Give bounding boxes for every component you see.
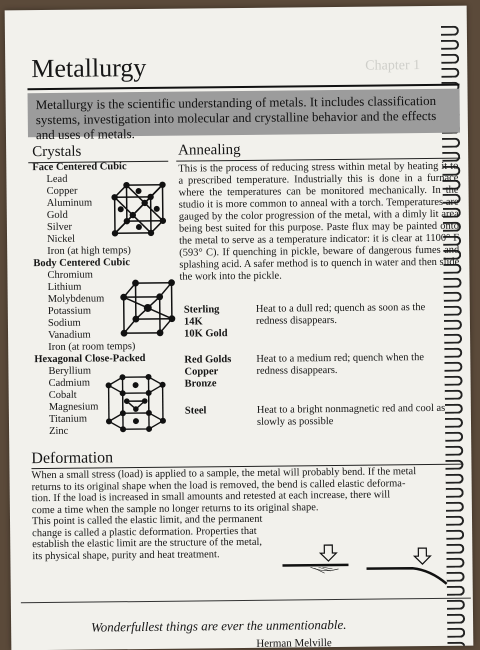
list-item: Magnesium <box>35 400 195 414</box>
text-line: its physical shape, purity and heat treatment. <box>32 546 468 562</box>
binding-coil <box>441 54 459 64</box>
list-item: Sodium <box>34 316 194 330</box>
binding-coil <box>447 614 465 624</box>
bcc-lattice-icon <box>117 277 178 340</box>
footer-quote: Wonderfullest things are ever the unmentionable. <box>91 617 347 636</box>
list-item: Aluminum <box>33 196 193 210</box>
binding-coil <box>444 306 462 316</box>
metal-name: 10K Gold <box>184 328 256 341</box>
text-line: come a time when the sample no longer returns to its original shape. <box>32 500 468 516</box>
crystals-heading: Crystals <box>32 144 81 162</box>
metal-names <box>185 405 257 418</box>
list-item: Copper <box>33 184 193 198</box>
anneal-description: Heat to a dull red; quench as soon as the redness disappears. <box>256 302 446 328</box>
text-line: When a small stress (load) is applied to a sample, the metal will probably bend. If the metal <box>31 466 467 482</box>
binding-coil <box>441 26 459 36</box>
list-item: Zinc <box>35 424 195 438</box>
deformation-heading: Deformation <box>31 449 113 468</box>
binding-coil <box>444 334 462 344</box>
binding-coil <box>445 418 463 428</box>
list-item: Iron (at room temps) <box>34 340 194 354</box>
list-item: Vanadium <box>34 328 194 342</box>
anneal-description: Heat to a bright nonmagnetic red and cool as slowly as possible <box>257 403 447 429</box>
metal-name: Copper <box>184 366 256 379</box>
metal-names <box>184 354 256 391</box>
quote-author: Herman Melville <box>256 637 332 650</box>
binding-coil <box>441 68 459 78</box>
binding-coil <box>444 320 462 330</box>
metal-names <box>184 304 256 341</box>
group-fcc-name: Face Centered Cubic <box>32 160 192 174</box>
list-item: Titanium <box>35 412 195 426</box>
list-item: Iron (at high temps) <box>33 244 193 258</box>
list-item: Potassium <box>34 304 194 318</box>
annealing-text: This is the process of reducing stress within metal by heating it to a prescribed temperature. Industrially this is done in a furnace where the temperatures can be monitored mechanically. In the studio it is more common to anneal with a torch. Temperatures are gauged by the color progression of the metal, with a dimly lit area being best suited for this purpose. Paste flux may be painted onto the metal to serve as a temperature indicator: it is clear at 1100° F (593° C). If quenching in pickle, beware of dangerous fumes and splashing acid. A safer method is to quench in water and then slide the work into the pickle. <box>178 161 459 284</box>
anneal-row-steel <box>185 403 447 430</box>
list-item: Gold <box>33 208 193 222</box>
binding-coil <box>447 628 465 638</box>
metal-name: Sterling <box>184 304 256 317</box>
footer-rule <box>21 598 471 604</box>
binding-coil <box>447 600 465 610</box>
list-item: Chromium <box>33 268 193 282</box>
annealing-heading: Annealing <box>178 142 241 160</box>
text-line: establish the elastic limit are the structure of the metal, <box>32 535 468 551</box>
text-line: This point is called the elastic limit, and the permanent <box>32 512 468 528</box>
plastic-bend-diagram <box>364 546 450 591</box>
text-line: change is called a plastic deformation. Properties that <box>32 523 468 539</box>
binding-coil <box>445 390 463 400</box>
page <box>5 6 474 650</box>
list-item: Nickel <box>33 232 193 246</box>
list-item: Beryllium <box>34 364 194 378</box>
metal-name: Red Golds <box>184 354 256 367</box>
bleed-through-text: Chapter 1 <box>365 58 420 75</box>
binding-coil <box>447 642 465 650</box>
binding-coil <box>441 40 459 50</box>
metal-name: 14K <box>184 316 256 329</box>
list-item: Lead <box>32 172 192 186</box>
list-item: Molybdenum <box>34 292 194 306</box>
elastic-bend-diagram <box>280 543 350 580</box>
anneal-row-red-golds <box>184 352 446 391</box>
load-arrow-icon <box>320 545 336 561</box>
text-line: returns to its original shape when the load is removed, the bend is called elastic deforma- <box>32 477 468 493</box>
page-title: Metallurgy <box>31 53 146 84</box>
binding-coil <box>442 138 460 148</box>
metal-name: Bronze <box>185 378 257 391</box>
intro-box: Metallurgy is the scientific understanding of metals. It includes classification systems, investigation into molecular and crystalline behavior and the effects and uses of metals. <box>28 89 460 138</box>
binding-coil <box>444 362 462 372</box>
fcc-lattice-icon <box>108 179 169 242</box>
binding-coil <box>444 292 462 302</box>
binding-coil <box>445 404 463 414</box>
metal-name: Steel <box>185 405 257 418</box>
group-hcp-name: Hexagonal Close-Packed <box>34 352 194 366</box>
list-item: Lithium <box>34 280 194 294</box>
binding-coil <box>445 376 463 386</box>
binding-coil <box>445 446 463 456</box>
anneal-row-sterling <box>184 302 446 341</box>
binding-coil <box>444 348 462 358</box>
group-bcc-name: Body Centered Cubic <box>33 256 193 270</box>
list-item: Cobalt <box>35 388 195 402</box>
load-arrow-icon <box>414 548 430 564</box>
binding-coil <box>445 432 463 442</box>
hcp-lattice-icon <box>100 371 171 436</box>
anneal-description: Heat to a medium red; quench when the redness disappears. <box>256 352 446 378</box>
list-item: Silver <box>33 220 193 234</box>
list-item: Cadmium <box>35 376 195 390</box>
text-line: tion. If the load is increased in small amounts and retested at each increase, there will <box>32 489 468 505</box>
